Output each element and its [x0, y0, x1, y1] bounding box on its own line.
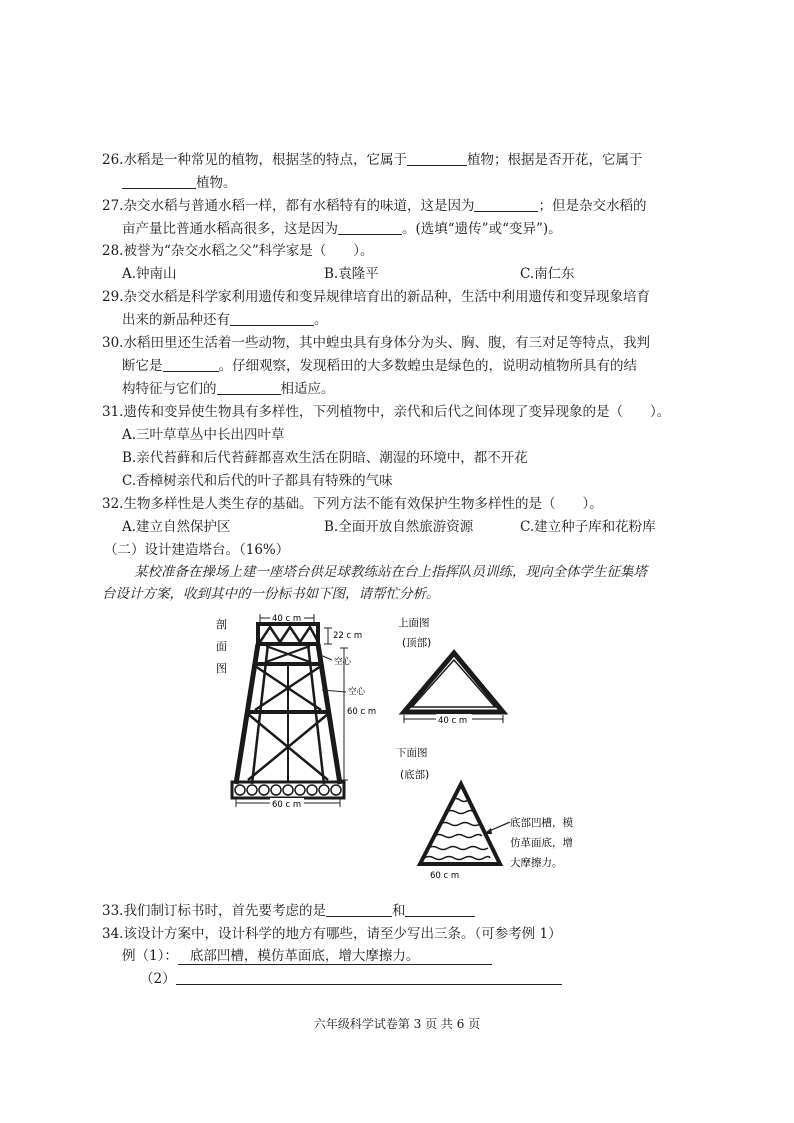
example-answer: 底部凹槽，模仿革面底，增大摩擦力。: [178, 948, 492, 965]
question-30-line3: 构特征与它们的 相适应。: [122, 381, 335, 397]
bottom-view-triangle: [420, 784, 510, 864]
option-a[interactable]: A.钟南山: [122, 266, 177, 282]
answer-blank[interactable]: [405, 903, 475, 917]
question-29-line2: 出来的新品种还有 。: [122, 312, 328, 328]
question-27-line1: 27.杂交水稻与普通水稻一样，都有水稻特有的味道，这是因为 ；但是杂交水稻的: [102, 198, 647, 214]
question-26-line2: 植物。: [122, 175, 237, 191]
hollow-label-2: 空心: [348, 687, 366, 697]
hollow-label-1: 空心: [334, 657, 352, 667]
top-view-triangle: [404, 653, 503, 723]
question-29-line1: 29.杂交水稻是科学家利用遗传和变异规律培育出的新品种，生活中利用遗传和变异现象培育: [102, 289, 650, 305]
tower-cross-section: [232, 624, 344, 798]
bottom-view-title: 下面图: [396, 747, 428, 759]
section-label-3: 图: [216, 662, 227, 675]
section-2-intro-line1: 某校准备在操场上建一座塔台供足球教练站在台上指挥队员训练，现向全体学生征集塔: [134, 564, 647, 580]
top-view-subtitle: (顶部): [402, 637, 432, 649]
section-label-2: 面: [216, 640, 227, 653]
question-31-option-a[interactable]: A.三叶草草丛中长出四叶草: [122, 427, 285, 443]
note-line-2: 仿革面底，增: [510, 837, 573, 849]
question-34-example: 例（1）： 底部凹槽，模仿革面底，增大摩擦力。: [122, 948, 492, 965]
total-height-label: 60 c m: [347, 707, 377, 717]
option-c[interactable]: C.建立种子库和花粉库: [520, 519, 656, 535]
question-30-line2: 断它是 。仔细观察，发现稻田的大多数蝗虫是绿色的，说明动植物所具有的结: [122, 358, 637, 374]
base-rollers: [235, 785, 341, 795]
bottom-width-label: 60 c m: [272, 800, 302, 810]
question-34-item-2: （2）: [140, 971, 562, 987]
top-view-width-label: 40 c m: [438, 716, 468, 726]
bottom-view-subtitle: (底部): [400, 769, 430, 781]
bottom-view-width-label: 60 c m: [430, 871, 460, 881]
option-b[interactable]: B.全面开放自然旅游资源: [324, 519, 474, 535]
option-a[interactable]: A.建立自然保护区: [122, 519, 231, 535]
page-footer: 六年级科学试卷第 3 页 共 6 页: [313, 1017, 481, 1031]
question-34-stem: 34.该设计方案中，设计科学的地方有哪些，请至少写出三条。（可参考例 1）: [102, 926, 562, 942]
question-26-line1: 26.水稻是一种常见的植物，根据茎的特点，它属于 植物；根据是否开花，它属于: [102, 152, 643, 168]
section-2-intro-line2: 台设计方案，收到其中的一份标书如下图，请帮忙分析。: [102, 586, 440, 602]
question-27-line2: 亩产量比普通水稻高很多，这是因为 。(选填“遗传”或“变异”)。: [122, 221, 562, 237]
note-line-1: 底部凹槽，模: [510, 817, 573, 829]
question-33: 33.我们制订标书时，首先要考虑的是 和: [102, 903, 475, 919]
note-line-3: 大摩擦力。: [510, 857, 563, 869]
question-28-stem: 28.被誉为“杂交水稻之父”科学家是（ ）。: [102, 243, 374, 259]
section-label-1: 剖: [216, 618, 227, 631]
answer-blank[interactable]: [326, 903, 392, 917]
section-2-heading: （二）设计建造塔台。（16%）: [104, 542, 290, 558]
question-31-stem: 31.遗传和变异使生物具有多样性，下列植物中，亲代和后代之间体现了变异现象的是（ ）。: [102, 404, 671, 420]
height-annotations: [318, 628, 348, 780]
question-30-line1: 30.水稻田里还生活着一些动物，其中蝗虫具有身体分为头、胸、腹，有三对足等特点，我判: [102, 335, 650, 351]
top-width-label: 40 c m: [272, 614, 302, 624]
option-b[interactable]: B.袁隆平: [324, 266, 379, 282]
top-height-label: 22 c m: [333, 631, 363, 641]
top-view-title: 上面图: [398, 617, 430, 629]
bottom-width-dimension: [236, 798, 340, 810]
answer-blank[interactable]: [176, 971, 562, 985]
question-32-stem: 32.生物多样性是人类生存的基础。下列方法不能有效保护生物多样性的是（ ）。: [102, 496, 603, 512]
question-31-option-c[interactable]: C.香樟树亲代和后代的叶子都具有特殊的气味: [122, 473, 393, 489]
question-31-option-b[interactable]: B.亲代苔藓和后代苔藓都喜欢生活在阴暗、潮湿的环境中，都不开花: [122, 450, 528, 466]
option-c[interactable]: C.南仁东: [520, 266, 575, 282]
